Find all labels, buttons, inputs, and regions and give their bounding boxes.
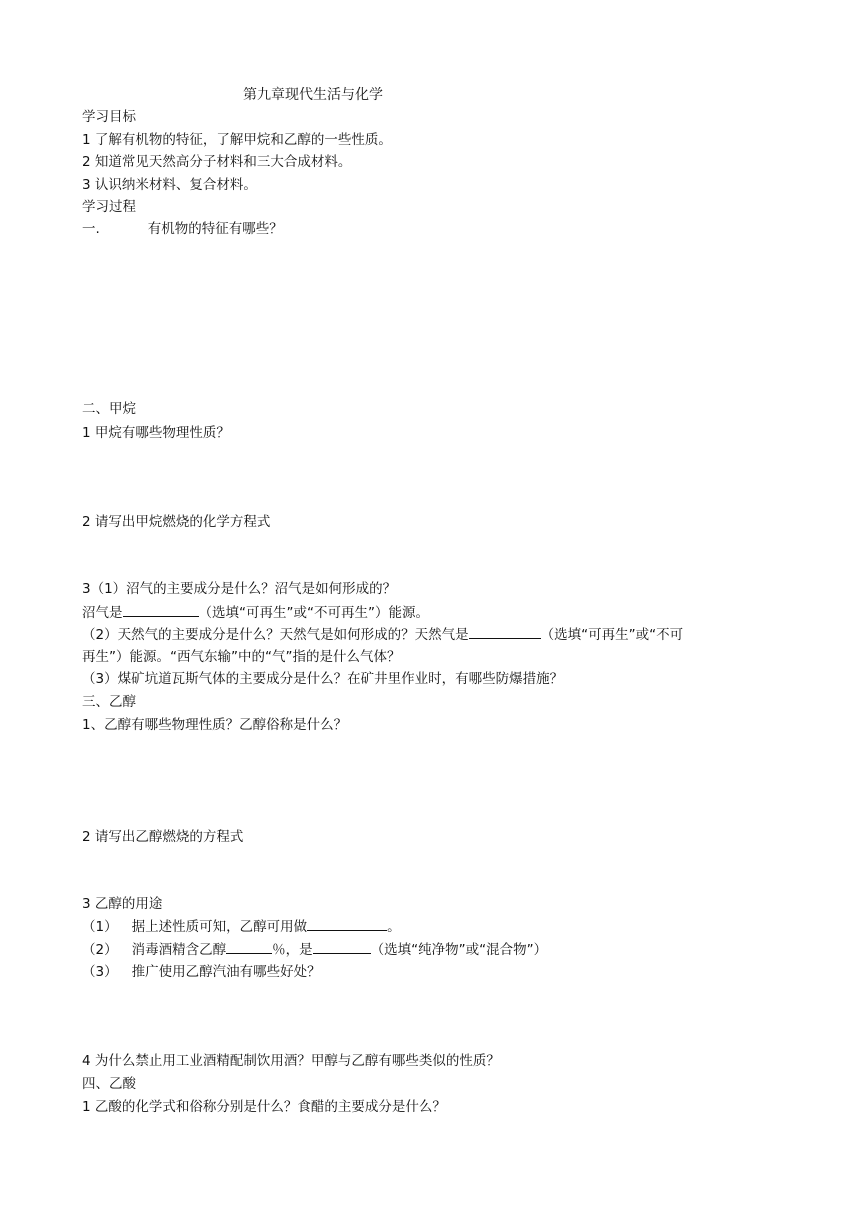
methane-question-3b: （2）天然气的主要成分是什么？天然气是如何形成的？天然气是 （选填“可再生”或“不可: [82, 624, 683, 645]
section-1-question: 有机物的特征有哪些？: [147, 221, 283, 237]
section-1-number: 一.: [82, 221, 100, 237]
answer-blank[interactable]: [226, 939, 272, 954]
ethanol-use-2: （2） 消毒酒精含乙醇 ％，是 （选填“纯净物”或“混合物”）: [82, 939, 547, 960]
methane-question-3b-cont: 再生”）能源。“西气东输”中的“气”指的是什么气体？: [82, 649, 401, 665]
page-title: 第九章现代生活与化学: [243, 87, 383, 103]
objectives-heading: 学习目标: [82, 109, 136, 125]
methane-question-1: 1 甲烷有哪些物理性质？: [82, 425, 230, 441]
answer-blank[interactable]: [307, 916, 387, 931]
answer-blank[interactable]: [123, 602, 199, 617]
methane-question-3a: 3（1）沼气的主要成分是什么？沼气是如何形成的？: [82, 581, 397, 597]
ethanol-question-4: 4 为什么禁止用工业酒精配制饮用酒？甲醇与乙醇有哪些类似的性质？: [82, 1053, 500, 1069]
methane-question-2: 2 请写出甲烷燃烧的化学方程式: [82, 514, 271, 530]
methane-question-3c: （3）煤矿坑道瓦斯气体的主要成分是什么？在矿井里作业时，有哪些防爆措施？: [82, 671, 564, 687]
objective-item: 1 了解有机物的特征，了解甲烷和乙醇的一些性质。: [82, 132, 392, 148]
objective-item: 3 认识纳米材料、复合材料。: [82, 177, 257, 193]
ethanol-question-3: 3 乙醇的用途: [82, 896, 163, 912]
ethanol-question-2: 2 请写出乙醇燃烧的方程式: [82, 829, 244, 845]
acetic-question-1: 1 乙酸的化学式和俗称分别是什么？食醋的主要成分是什么？: [82, 1099, 446, 1115]
ethanol-question-1: 1、乙醇有哪些物理性质？乙醇俗称是什么？: [82, 717, 348, 733]
ethanol-heading: 三、乙醇: [82, 694, 136, 710]
section-1-line: [82, 219, 283, 239]
acetic-heading: 四、乙酸: [82, 1076, 136, 1092]
ethanol-use-3: （3） 推广使用乙醇汽油有哪些好处？: [82, 964, 321, 980]
methane-question-3a-fill: 沼气是 （选填“可再生”或“不可再生”）能源。: [82, 602, 429, 623]
ethanol-use-1: （1） 据上述性质可知，乙醇可用做 。: [82, 916, 401, 937]
answer-blank[interactable]: [313, 939, 371, 954]
objective-item: 2 知道常见天然高分子材料和三大合成材料。: [82, 154, 352, 170]
answer-blank[interactable]: [469, 624, 541, 639]
methane-heading: 二、甲烷: [82, 401, 136, 417]
process-heading: 学习过程: [82, 199, 136, 215]
